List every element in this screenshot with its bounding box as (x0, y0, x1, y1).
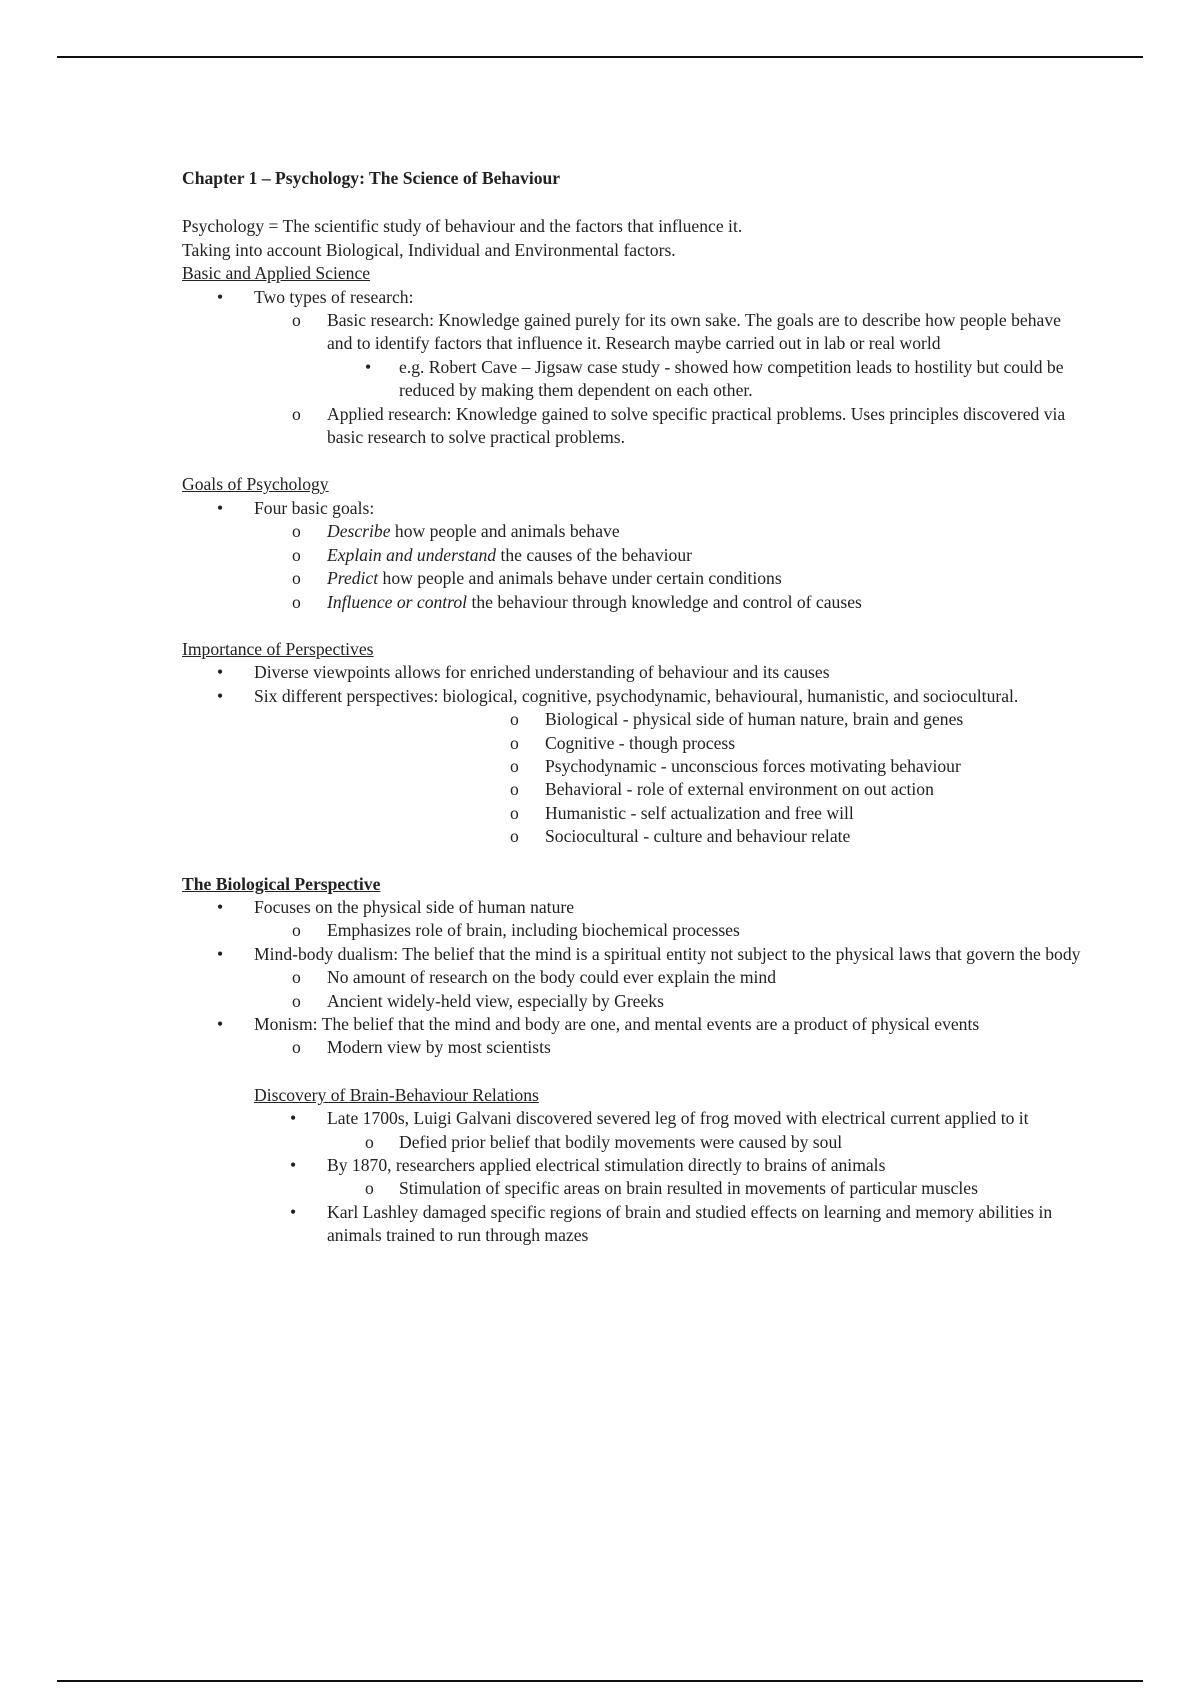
perspectives-list (182, 661, 1082, 848)
list-item: • By 1870, researchers applied electrical stimulation directly to brains of animals (182, 1154, 1082, 1177)
list-item: o Behavioral - role of external environment on out action (182, 778, 1082, 801)
list-item: o Basic research: Knowledge gained purely for its own sake. The goals are to describe how people behave and to identify factors that influence it. Research maybe carried out in lab or real world (182, 309, 1082, 356)
list-item: o Explain and understand the causes of the behaviour (182, 544, 1082, 567)
page-title: Chapter 1 – Psychology: The Science of Behaviour (182, 168, 561, 188)
list-item: o Influence or control the behaviour through knowledge and control of causes (182, 591, 1082, 614)
list-item: o Humanistic - self actualization and free will (182, 802, 1082, 825)
list-item: o Emphasizes role of brain, including biochemical processes (182, 919, 1082, 942)
list-item: • Focuses on the physical side of human nature (182, 896, 1082, 919)
list-item: o Sociocultural - culture and behaviour relate (182, 825, 1082, 848)
goals-list (182, 497, 1082, 614)
section-heading-perspectives: Importance of Perspectives (182, 638, 374, 659)
header-rule (57, 56, 1143, 58)
list-item: o Applied research: Knowledge gained to solve specific practical problems. Uses principles discovered via basic research to solve practical problems. (182, 403, 1082, 450)
list-item: o Cognitive - though process (182, 732, 1082, 755)
list-item: • Late 1700s, Luigi Galvani discovered severed leg of frog moved with electrical current applied to it (182, 1107, 1082, 1130)
list-item: o Ancient widely-held view, especially by Greeks (182, 990, 1082, 1013)
intro-line: Psychology = The scientific study of behaviour and the factors that influence it. (182, 216, 743, 237)
list-item: o Psychodynamic - unconscious forces motivating behaviour (182, 755, 1082, 778)
section-heading-biological: The Biological Perspective (182, 873, 381, 894)
list-item: • Six different perspectives: biological, cognitive, psychodynamic, behavioural, humanistic, and sociocultural. (182, 685, 1082, 708)
footer-rule (57, 1680, 1143, 1682)
list-item: o Biological - physical side of human nature, brain and genes (182, 708, 1082, 731)
subsection-heading-discovery: Discovery of Brain-Behaviour Relations (254, 1084, 539, 1105)
list-item: o Stimulation of specific areas on brain resulted in movements of particular muscles (182, 1177, 1082, 1200)
list-item: • Karl Lashley damaged specific regions of brain and studied effects on learning and memory abilities in animals trained to run through mazes (182, 1201, 1082, 1248)
basic-applied-list (182, 286, 1082, 450)
section-heading-goals: Goals of Psychology (182, 474, 329, 495)
list-item: • e.g. Robert Cave – Jigsaw case study - showed how competition leads to hostility but could be reduced by making them dependent on each other. (182, 356, 1082, 403)
list-item: • Monism: The belief that the mind and body are one, and mental events are a product of physical events (182, 1013, 1082, 1036)
list-item: o Predict how people and animals behave under certain conditions (182, 567, 1082, 590)
document-body (182, 167, 1082, 1248)
list-item: o No amount of research on the body could ever explain the mind (182, 966, 1082, 989)
list-item: o Defied prior belief that bodily movements were caused by soul (182, 1131, 1082, 1154)
list-item: • Four basic goals: (182, 497, 1082, 520)
list-item: • Two types of research: (182, 286, 1082, 309)
list-item: o Describe how people and animals behave (182, 520, 1082, 543)
list-item: o Modern view by most scientists (182, 1036, 1082, 1059)
intro-line: Taking into account Biological, Individual and Environmental factors. (182, 239, 676, 260)
list-item: • Mind-body dualism: The belief that the mind is a spiritual entity not subject to the physical laws that govern the body (182, 943, 1082, 966)
section-heading-basic-applied: Basic and Applied Science (182, 263, 371, 284)
biological-list (182, 896, 1082, 1060)
discovery-list (182, 1107, 1082, 1247)
list-item: • Diverse viewpoints allows for enriched understanding of behaviour and its causes (182, 661, 1082, 684)
